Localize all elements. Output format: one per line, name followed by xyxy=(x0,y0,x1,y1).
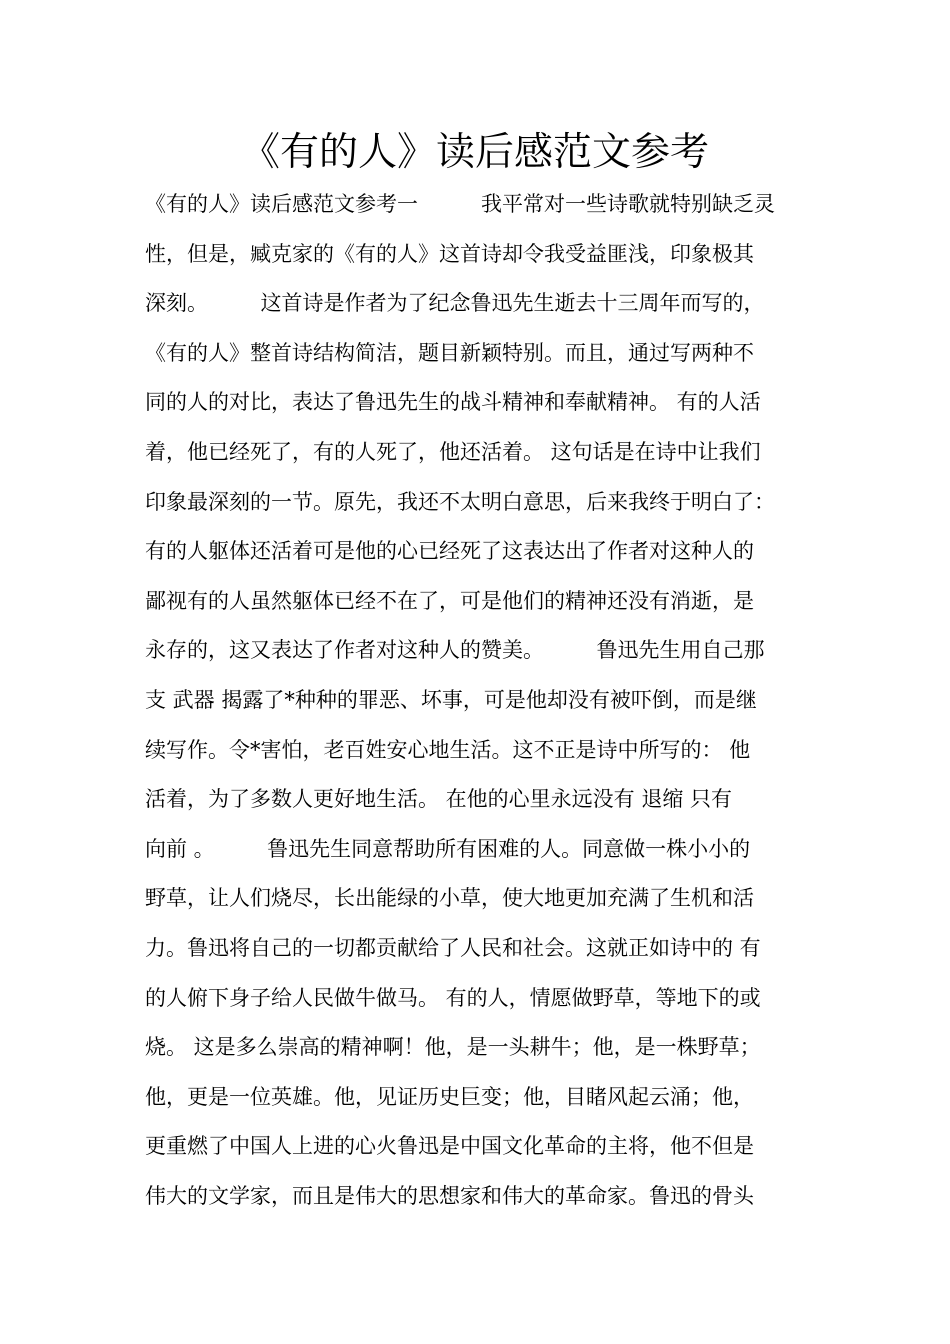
body-line: 他，更是一位英雄。他，见证历史巨变；他，目睹风起云涌；他， xyxy=(145,1084,754,1109)
body-line: 同的人的对比，表达了鲁迅先生的战斗精神和奉献精神。 有的人活 xyxy=(145,390,761,415)
body-line: 向前 。 鲁迅先生同意帮助所有困难的人。同意做一株小小的 xyxy=(145,836,751,861)
body-line: 《有的人》读后感范文参考一 我平常对一些诗歌就特别缺乏灵 xyxy=(145,192,775,216)
body-line: 伟大的文学家，而且是伟大的思想家和伟大的革命家。鲁迅的骨头 xyxy=(145,1183,754,1208)
body-line: 更重燃了中国人上进的心火鲁迅是中国文化革命的主将，他不但是 xyxy=(145,1134,754,1159)
body-line: 着，他已经死了，有的人死了，他还活着。 这句话是在诗中让我们 xyxy=(145,439,761,464)
body-line: 续写作。令*害怕，老百姓安心地生活。这不正是诗中所写的： 他 xyxy=(145,737,751,762)
body-line: 野草，让人们烧尽，长出能绿的小草，使大地更加充满了生机和活 xyxy=(145,886,754,911)
body-line: 活着，为了多数人更好地生活。 在他的心里永远没有 退缩 只有 xyxy=(145,787,733,812)
body-line: 鄙视有的人虽然躯体已经不在了，可是他们的精神还没有消逝，是 xyxy=(145,588,754,613)
body-line: 永存的，这又表达了作者对这种人的赞美。 鲁迅先生用自己那 xyxy=(145,638,765,663)
body-line: 性，但是，臧克家的《有的人》这首诗却令我受益匪浅，印象极其 xyxy=(145,241,754,266)
body-line: 支 武器 揭露了*种种的罪恶、坏事，可是他却没有被吓倒，而是继 xyxy=(145,687,757,712)
body-line: 有的人躯体还活着可是他的心已经死了这表达出了作者对这种人的 xyxy=(145,539,754,564)
body-line: 烧。 这是多么崇高的精神啊！他，是一头耕牛；他，是一株野草； xyxy=(145,1035,761,1060)
document-title: 《有的人》读后感范文参考 xyxy=(240,130,709,175)
body-line: 的人俯下身子给人民做牛做马。 有的人，情愿做野草，等地下的或 xyxy=(145,985,761,1010)
document-body xyxy=(145,180,835,1221)
body-line: 力。鲁迅将自己的一切都贡献给了人民和社会。这就正如诗中的 有 xyxy=(145,935,761,960)
body-line: 印象最深刻的一节。原先，我还不太明白意思，后来我终于明白了： xyxy=(145,489,775,514)
body-line: 《有的人》整首诗结构简洁，题目新颖特别。而且，通过写两种不 xyxy=(145,340,754,365)
body-line: 深刻。 这首诗是作者为了纪念鲁迅先生逝去十三周年而写的， xyxy=(145,291,765,316)
